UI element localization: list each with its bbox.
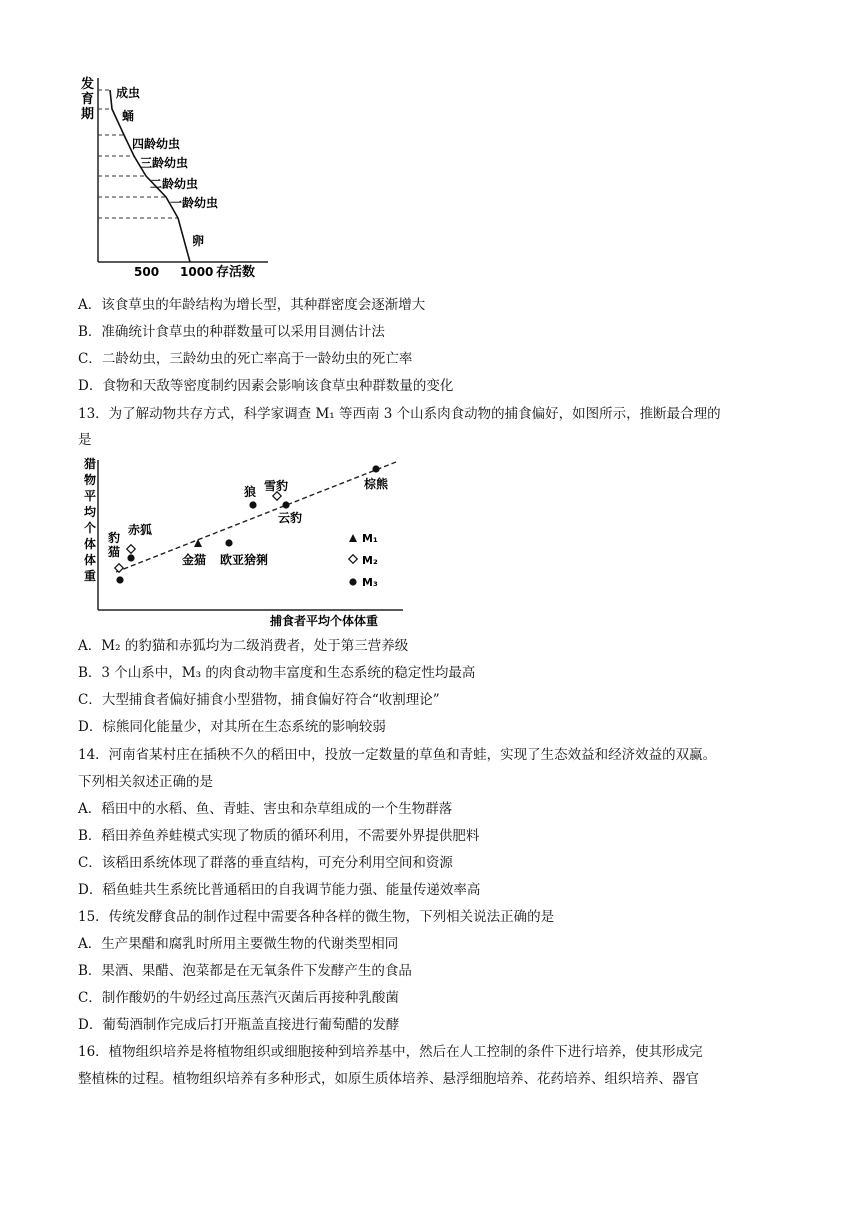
q14-stem-line1: 14．河南省某村庄在插秧不久的稻田中，投放一定数量的草鱼和青蛙，实现了生态效益和经济效益的双赢。 xyxy=(78,747,717,763)
x-tick-1000: 1000 xyxy=(180,265,214,279)
stage-label: 一龄幼虫 xyxy=(170,196,219,210)
q15-option-d: D．葡萄酒制作完成后打开瓶盖直接进行葡萄醋的发酵 xyxy=(78,1017,400,1033)
m3-point xyxy=(249,501,256,508)
survival-figure xyxy=(78,72,278,282)
figure2-ylabel: 猎物平均个体体重 xyxy=(84,457,97,583)
legend-m2: M₂ xyxy=(362,554,378,567)
animal-label: 欧亚猞猁 xyxy=(220,553,269,567)
q13-option-b: B．3 个山系中，M₃ 的肉食动物丰富度和生态系统的稳定性均最高 xyxy=(78,665,476,681)
animal-label: 狼 xyxy=(244,485,257,499)
q12-option-c: C．二龄幼虫，三龄幼虫的死亡率高于一龄幼虫的死亡率 xyxy=(78,351,413,367)
animal-label: 豹猫 xyxy=(108,531,121,559)
x-tick-500: 500 xyxy=(134,265,160,279)
q12-option-b: B．准确统计食草虫的种群数量可以采用目测估计法 xyxy=(78,324,385,340)
q15-option-a: A．生产果醋和腐乳时所用主要微生物的代谢类型相同 xyxy=(78,936,399,952)
q15-option-c: C．制作酸奶的牛奶经过高压蒸汽灭菌后再接种乳酸菌 xyxy=(78,990,399,1006)
legend-m1-symbol xyxy=(349,534,357,542)
figure2-xlabel: 捕食者平均个体体重 xyxy=(270,614,379,628)
q15-option-b: B．果酒、果醋、泡菜都是在无氧条件下发酵产生的食品 xyxy=(78,963,412,979)
stage-label: 三龄幼虫 xyxy=(140,156,189,170)
m2-point xyxy=(273,492,281,500)
stage-label: 四龄幼虫 xyxy=(132,137,181,151)
q14-option-b: B．稻田养鱼养蛙模式实现了物质的循环利用，不需要外界提供肥料 xyxy=(78,828,480,844)
legend-m1: M₁ xyxy=(362,532,378,545)
m3-point xyxy=(225,539,232,546)
stage-label: 卵 xyxy=(192,234,205,248)
m1-point xyxy=(194,539,202,547)
animal-label: 棕熊 xyxy=(364,477,389,491)
legend-m3-symbol xyxy=(349,578,356,585)
animal-label: 赤狐 xyxy=(128,523,153,537)
m3-point xyxy=(372,465,379,472)
q14-option-d: D．稻鱼蛙共生系统比普通稻田的自我调节能力强、能量传递效率高 xyxy=(78,882,481,898)
m2-point xyxy=(127,545,135,553)
q13-option-d: D．棕熊同化能量少，对其所在生态系统的影响较弱 xyxy=(78,719,386,735)
legend-m3: M₃ xyxy=(362,576,378,589)
animal-label: 雪豹 xyxy=(264,479,289,493)
m3-point xyxy=(127,554,134,561)
animal-label: 金猫 xyxy=(182,553,207,567)
q13-stem-line1: 13．为了解动物共存方式，科学家调查 M₁ 等西南 3 个山系肉食动物的捕食偏好，如图所示，推断最合理的 xyxy=(78,406,721,422)
m2-point xyxy=(115,564,123,572)
legend-m2-symbol xyxy=(349,555,357,563)
stage-label: 成虫 xyxy=(116,86,141,100)
stage-label: 二龄幼虫 xyxy=(150,177,199,191)
q12-option-d: D．食物和天敌等密度制约因素会影响该食草虫种群数量的变化 xyxy=(78,378,454,394)
q13-option-c: C．大型捕食者偏好捕食小型猎物，捕食偏好符合“收割理论” xyxy=(78,692,440,708)
q13-stem-line2: 是 xyxy=(78,432,92,448)
q16-stem-line1: 16．植物组织培养是将植物组织或细胞接种到培养基中，然后在人工控制的条件下进行培养，使其形成完 xyxy=(78,1044,703,1060)
q14-stem-line2: 下列相关叙述正确的是 xyxy=(78,774,213,790)
stage-label: 蛹 xyxy=(122,109,135,123)
q13-option-a: A．M₂ 的豹猫和赤狐均为二级消费者，处于第三营养级 xyxy=(78,638,409,654)
q15-stem: 15．传统发酵食品的制作过程中需要各种各样的微生物，下列相关说法正确的是 xyxy=(78,909,555,925)
q14-option-a: A．稻田中的水稻、鱼、青蛙、害虫和杂草组成的一个生物群落 xyxy=(78,801,453,817)
figure1-xlabel: 存活数 xyxy=(216,265,256,280)
q16-stem-line2: 整植株的过程。植物组织培养有多种形式，如原生质体培养、悬浮细胞培养、花药培养、组织培养、器官 xyxy=(78,1071,699,1087)
q14-option-c: C．该稻田系统体现了群落的垂直结构，可充分利用空间和资源 xyxy=(78,855,453,871)
m3-point xyxy=(282,501,289,508)
animal-label: 云豹 xyxy=(278,511,303,525)
predation-figure xyxy=(78,454,408,629)
m3-point xyxy=(116,576,123,583)
q12-option-a: A．该食草虫的年龄结构为增长型，其种群密度会逐渐增大 xyxy=(78,297,426,313)
figure1-ylabel: 发育期 xyxy=(81,77,95,122)
